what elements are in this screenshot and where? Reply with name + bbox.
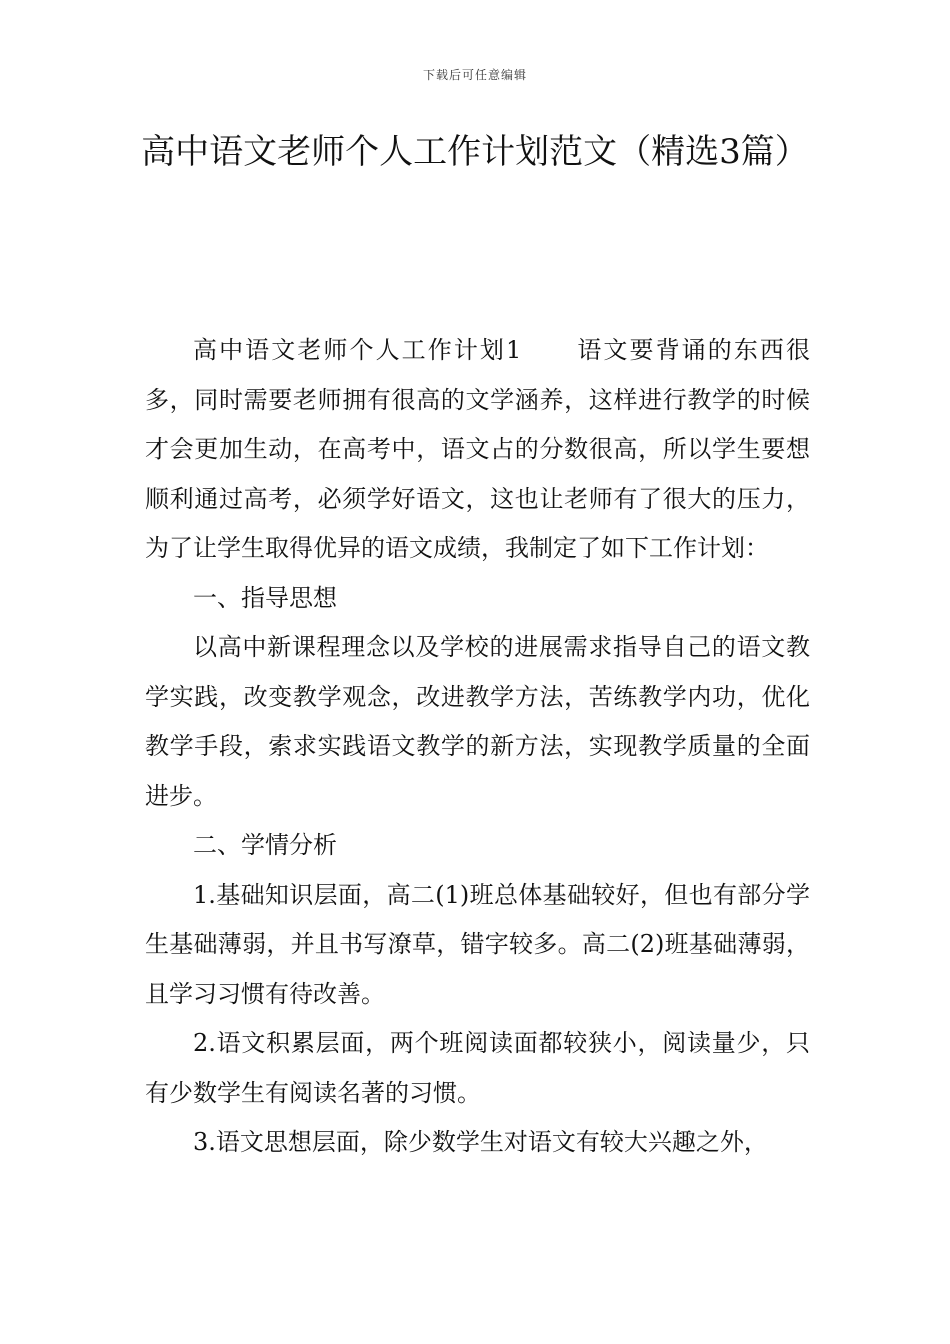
intro-paragraph [145, 326, 810, 574]
intro-heading: 高中语文老师个人工作计划1 [193, 336, 522, 364]
section-heading-student-analysis: 二、学情分析 [193, 831, 337, 859]
paragraph-accumulation: 2.语文积累层面，两个班阅读面都较狭小，阅读量少，只有少数学生有阅读名著的习惯。 [145, 1029, 810, 1107]
document-title: 高中语文老师个人工作计划范文（精选3篇） [141, 132, 809, 172]
intro-text: 语文要背诵的东西很多，同时需要老师拥有很高的文学涵养，这样进行教学的时候才会更加生动，在高考中，语文占的分数很高，所以学生要想顺利通过高考，必须学好语文，这也让老师有了很大的压力，为了让学生取得优异的语文成绩，我制定了如下工作计划： [145, 336, 811, 562]
document-body [145, 326, 810, 1168]
section-heading-guiding-ideology: 一、指导思想 [193, 583, 337, 612]
paragraph-thinking: 3.语文思想层面，除少数学生对语文有较大兴趣之外， [193, 1128, 768, 1156]
header-note: 下载后可任意编辑 [422, 68, 527, 82]
paragraph-guiding-ideology: 以高中新课程理念以及学校的进展需求指导自己的语文教学实践，改变教学观念，改进教学方法，苦练教学内功，优化教学手段，索求实践语文教学的新方法，实现教学质量的全面进步。 [145, 633, 810, 810]
paragraph-basic-knowledge: 1.基础知识层面，高二(1)班总体基础较好，但也有部分学生基础薄弱，并且书写潦草，错字较多。高二(2)班基础薄弱，且学习习惯有待改善。 [145, 880, 810, 1008]
